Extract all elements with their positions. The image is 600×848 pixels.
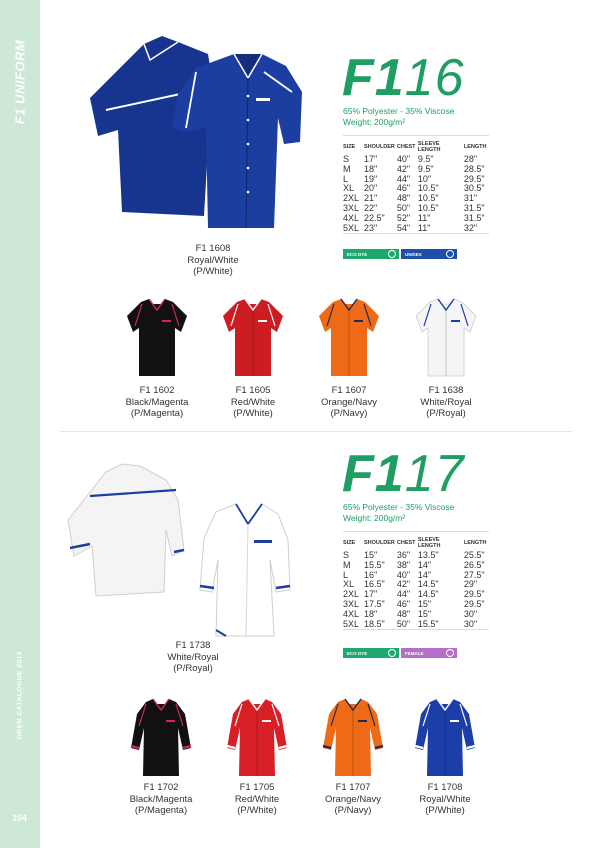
model-spec-f116 (343, 106, 454, 128)
table-cell: M (343, 163, 351, 174)
variant-caption (385, 782, 505, 817)
table-cell: 30" (463, 618, 478, 629)
badge-unisex: UNISEX (401, 249, 457, 259)
material-text: 65% Polyester - 35% Viscose (343, 106, 455, 116)
table-rule (343, 233, 489, 234)
size-table-f117 (343, 537, 490, 629)
sidebar (0, 0, 40, 848)
table-cell: 15" (417, 608, 432, 619)
table-cell: 14" (417, 569, 432, 580)
table-cell: 29" (463, 579, 478, 590)
page-number: 104 (12, 813, 28, 823)
table-cell: 36" (396, 550, 411, 560)
table-cell: 2XL (343, 193, 360, 204)
main-shirt-image-f1-1738 (66, 460, 292, 640)
table-cell: 44" (396, 173, 411, 184)
table-cell: 13.5" (417, 550, 439, 560)
product-code: F1 1605 (235, 385, 271, 396)
table-cell: 17.5" (364, 598, 385, 609)
main-product-caption-f116 (153, 243, 273, 278)
table-cell: 44" (396, 589, 411, 600)
th-size: SIZE (343, 540, 356, 546)
table-cell: 48" (396, 608, 411, 619)
table-cell: 14" (417, 559, 432, 570)
table-cell: 22" (364, 202, 378, 213)
table-cell: S (343, 550, 350, 560)
table-cell: 17" (364, 154, 378, 164)
product-piping: (P/White) (237, 805, 277, 816)
product-color: Royal/White (419, 793, 471, 805)
product-piping: (P/White) (233, 408, 273, 419)
material-text: 65% Polyester - 35% Viscose (343, 502, 455, 512)
gender-icon (446, 250, 454, 258)
th-length: LENGTH (463, 144, 487, 150)
weight-text: Weight: 200g/m² (343, 117, 406, 127)
section-divider (60, 431, 572, 432)
size-table-f116 (343, 141, 490, 233)
variant-caption (386, 385, 506, 420)
main-product-caption-f117 (133, 640, 253, 675)
product-color: White/Royal (167, 651, 219, 663)
variant-shirt-image (221, 696, 293, 785)
product-piping: (P/Magenta) (134, 805, 188, 816)
table-cell: 2XL (343, 589, 360, 600)
product-piping: (P/White) (425, 805, 465, 816)
table-cell: 25.5" (463, 550, 485, 560)
table-cell: 48" (396, 193, 411, 204)
product-piping: (P/Royal) (173, 663, 213, 674)
product-code: F1 1607 (331, 385, 367, 396)
th-length: LENGTH (463, 540, 487, 546)
product-color: White/Royal (420, 396, 472, 408)
table-cell: 19" (364, 173, 378, 184)
table-cell: 30.5" (463, 183, 485, 194)
table-cell: 5XL (343, 618, 360, 629)
table-cell: 31.5" (463, 212, 485, 223)
table-cell: M (343, 559, 351, 570)
variant-shirt-image (217, 296, 289, 385)
product-code: F1 1708 (427, 782, 463, 793)
product-code: F1 1608 (195, 243, 231, 254)
product-color: Red/White (230, 396, 276, 408)
variant-shirt-image (409, 696, 481, 785)
table-cell: 16" (364, 569, 378, 580)
product-code: F1 1707 (335, 782, 371, 793)
model-spec-f117 (343, 502, 454, 524)
product-piping: (P/Navy) (330, 408, 368, 419)
variant-shirt-image (121, 296, 193, 385)
table-cell: 18.5" (364, 618, 385, 629)
th-chest: CHEST (396, 540, 416, 546)
table-cell: 54" (396, 222, 411, 233)
table-cell: 16.5" (364, 579, 385, 590)
table-cell: 15" (364, 550, 378, 560)
table-cell: 27.5" (463, 569, 485, 580)
table-cell: 14.5" (417, 579, 439, 590)
model-title-f117: F117 (342, 445, 465, 503)
table-cell: L (343, 569, 349, 580)
product-piping: (P/Royal) (426, 408, 466, 419)
variant-shirt-image (313, 296, 385, 385)
table-cell: 40" (396, 154, 411, 164)
product-code: F1 1638 (428, 385, 464, 396)
table-cell: 15.5" (417, 618, 439, 629)
product-color: Royal/White (187, 254, 239, 266)
leaf-icon (388, 250, 396, 258)
badge-female: FEMALE (401, 648, 457, 658)
product-code: F1 1705 (239, 782, 275, 793)
table-cell: 22.5" (364, 212, 385, 223)
table-cell: 11" (417, 222, 431, 233)
th-sleeve: SLEEVE LENGTH (417, 537, 441, 549)
variant-shirt-image (410, 296, 482, 385)
table-cell: 15.5" (364, 559, 385, 570)
weight-text: Weight: 200g/m² (343, 513, 406, 523)
table-cell: S (343, 154, 350, 164)
table-cell: 9.5" (417, 154, 434, 164)
table-cell: 4XL (343, 212, 360, 223)
main-shirt-image-f1-1608 (88, 32, 308, 238)
table-cell: 11" (417, 212, 431, 223)
table-cell: 46" (396, 183, 411, 194)
product-code: F1 1702 (143, 782, 179, 793)
table-cell: 15" (417, 598, 432, 609)
table-rule (343, 135, 489, 136)
table-cell: 52" (396, 212, 411, 223)
variant-shirt-image (317, 696, 389, 785)
product-color: Black/Magenta (129, 793, 193, 805)
table-cell: 4XL (343, 608, 360, 619)
table-cell: 23" (364, 222, 378, 233)
table-cell: 3XL (343, 598, 360, 609)
leaf-icon (388, 649, 396, 657)
product-color: Red/White (234, 793, 280, 805)
table-cell: 42" (396, 579, 411, 590)
table-rule (343, 629, 489, 630)
th-shoulder: SHOULDER (364, 540, 395, 546)
product-piping: (P/White) (193, 266, 233, 277)
model-title-f116: F116 (342, 49, 465, 107)
table-cell: 10.5" (417, 202, 439, 213)
table-cell: 17" (364, 589, 378, 600)
table-cell: 26.5" (463, 559, 485, 570)
table-row (343, 224, 490, 234)
product-color: Orange/Navy (321, 396, 377, 408)
table-cell: 28" (463, 154, 478, 164)
product-color: Orange/Navy (325, 793, 381, 805)
variant-shirt-image (125, 696, 197, 785)
product-code: F1 1738 (175, 640, 211, 651)
product-color: Black/Magenta (125, 396, 189, 408)
table-cell: 21" (364, 193, 378, 204)
table-cell: 20" (364, 183, 378, 194)
table-cell: 18" (364, 163, 378, 174)
table-cell: 42" (396, 163, 411, 174)
table-cell: 28.5" (463, 163, 485, 174)
product-code: F1 1602 (139, 385, 175, 396)
table-header-row (343, 537, 490, 551)
table-cell: 30" (463, 608, 478, 619)
table-cell: 10.5" (417, 193, 439, 204)
table-cell: 29.5" (463, 173, 485, 184)
female-icon (446, 649, 454, 657)
table-cell: 10" (417, 173, 432, 184)
table-cell: 18" (364, 608, 378, 619)
table-cell: 29.5" (463, 598, 485, 609)
table-row (343, 620, 490, 630)
badge-eco-dye: ECO DYE (343, 249, 399, 259)
table-cell: 14.5" (417, 589, 439, 600)
table-cell: 3XL (343, 202, 360, 213)
table-cell: 38" (396, 559, 411, 570)
th-size: SIZE (343, 144, 356, 150)
table-cell: 29.5" (463, 589, 485, 600)
table-header-row (343, 141, 490, 155)
table-cell: 31.5" (463, 202, 485, 213)
product-piping: (P/Navy) (334, 805, 372, 816)
th-shoulder: SHOULDER (364, 144, 395, 150)
table-cell: 46" (396, 598, 411, 609)
table-cell: 9.5" (417, 163, 434, 174)
sidebar-catalogue-label: OREN CATALOGUE 2018 (16, 650, 24, 740)
table-cell: 40" (396, 569, 411, 580)
table-cell: L (343, 173, 349, 184)
table-cell: 50" (396, 202, 411, 213)
th-chest: CHEST (396, 144, 416, 150)
sidebar-title: F1 UNIFORM (12, 39, 28, 125)
table-cell: XL (343, 183, 355, 194)
product-piping: (P/Magenta) (130, 408, 184, 419)
table-cell: XL (343, 579, 355, 590)
table-rule (343, 531, 489, 532)
table-cell: 31" (463, 193, 478, 204)
th-sleeve: SLEEVE LENGTH (417, 141, 441, 153)
table-cell: 32" (463, 222, 478, 233)
table-cell: 50" (396, 618, 411, 629)
badge-eco-dye: ECO DYE (343, 648, 399, 658)
table-cell: 10.5" (417, 183, 439, 194)
table-cell: 5XL (343, 222, 360, 233)
